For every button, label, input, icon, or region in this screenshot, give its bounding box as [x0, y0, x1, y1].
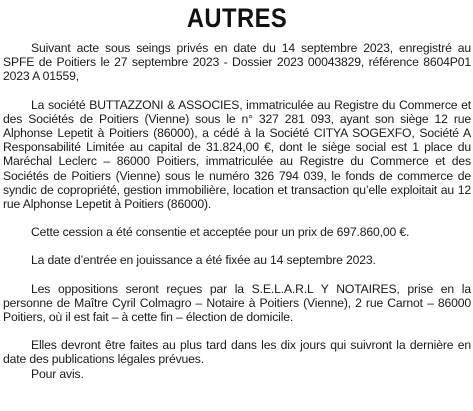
notice-paragraph-price: Cette cession a été consentie et acceptée pour un prix de 697.860,00 €. — [31, 225, 410, 240]
notice-paragraph-entry-date: La date d’entrée en jouissance a été fixée au 14 septembre 2023. — [31, 253, 376, 268]
notice-paragraph-deed: Suivant acte sous seings privés en date du 14 septembre 2023, enregistré au SPFE de Poitiers le 27 septembre 2023 - Dossier 2023 00043829, référence 8604P01 2023 A 01559, — [3, 41, 471, 84]
notice-paragraph-transfer: La société BUTTAZZONI & ASSOCIES, immatriculée au Registre du Commerce et des Sociétés de Poitiers (Vienne) sous le n° 327 281 093, ayant son siège 12 rue Alphonse Lepetit à Poitiers (86000), a cédé à la Société CITYA SOGEXFO, Société A Responsabilité Limitée au capital de 31.824,00 €, dont le siège social est 1 place du Maréchal Leclerc – 86000 Poitiers, immatriculée au Registre du Commerce et des Sociétés de Poitiers (Vienne) sous le numéro 326 794 039, le fonds de commerce de syndic de copropriété, gestion immobilière, location et transaction qu’elle exploitait au 12 rue Alphonse Lepetit à Poitiers (86000). — [3, 97, 471, 212]
notice-paragraph-oppositions: Les oppositions seront reçues par la S.E.L.A.R.L Y NOTAIRES, prise en la personne de Maître Cyril Colmagro – Notaire à Poitiers (Vienne), 2 rue Carnot – 86000 Poitiers, où il est fait – à cette fin – élection de domicile. — [3, 281, 471, 325]
notice-paragraph-deadline: Elles devront être faites au plus tard dans les dix jours qui suivront la dernière en date des publications légales prévues. — [3, 338, 471, 367]
notice-signoff: Pour avis. — [31, 366, 84, 381]
notice-title: AUTRES — [186, 3, 288, 33]
